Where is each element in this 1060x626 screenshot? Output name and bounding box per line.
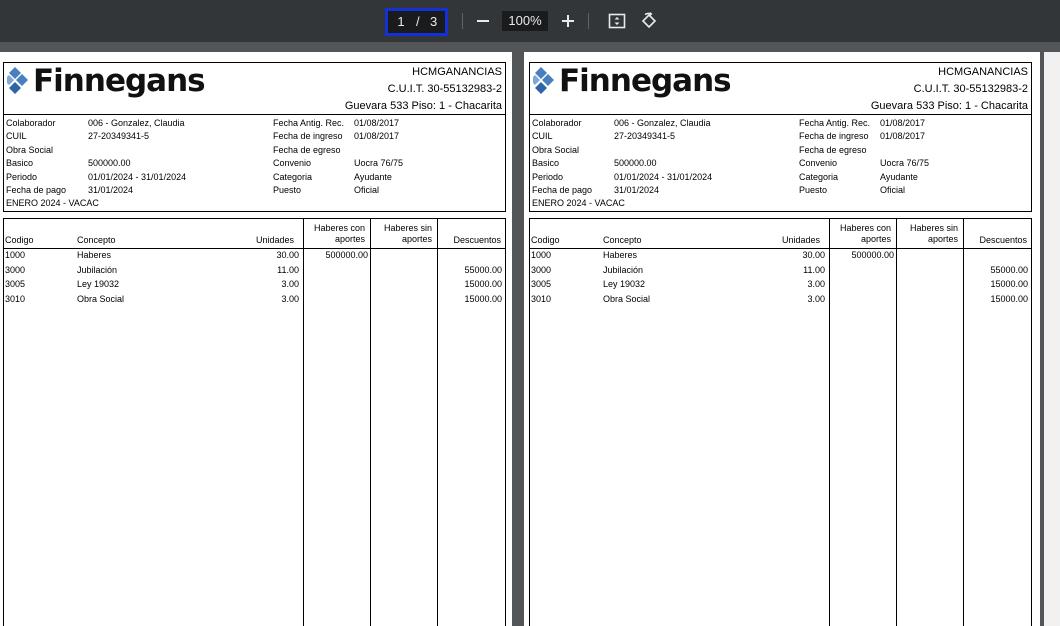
zoom-input[interactable]: 100% xyxy=(502,11,548,31)
rotate-button[interactable] xyxy=(637,9,661,33)
company-cuit: C.U.I.T. 30-55132983-2 xyxy=(387,83,502,95)
puesto-label: Puesto xyxy=(273,185,302,195)
fecha-ingreso-label: Fecha de ingreso xyxy=(799,131,869,141)
row-codigo: 3010 xyxy=(5,293,26,304)
row-descuentos: 55000.00 xyxy=(464,264,502,275)
row-unidades: 3.00 xyxy=(281,279,299,290)
fecha-ingreso-value: 01/08/2017 xyxy=(880,131,926,141)
col-header-codigo: Codigo xyxy=(531,235,560,245)
row-haberes-con-aportes: 500000.00 xyxy=(325,250,368,260)
plus-icon xyxy=(561,14,575,28)
cuil-label: CUIL xyxy=(6,131,27,141)
row-codigo: 1000 xyxy=(5,250,26,260)
row-descuentos: 15000.00 xyxy=(464,279,502,290)
row-unidades: 3.00 xyxy=(807,293,825,304)
row-descuentos: 15000.00 xyxy=(990,279,1028,290)
puesto-value: Oficial xyxy=(354,185,380,195)
convenio-value: Uocra 76/75 xyxy=(354,158,404,168)
row-descuentos: 55000.00 xyxy=(990,264,1028,275)
col-header-unidades: Unidades xyxy=(781,235,820,245)
categoria-label: Categoria xyxy=(273,172,313,182)
categoria-value: Ayudante xyxy=(354,172,392,182)
row-haberes-con-aportes: 500000.00 xyxy=(851,250,894,260)
categoria-value: Ayudante xyxy=(880,172,918,182)
column-divider xyxy=(370,219,371,626)
pdf-toolbar xyxy=(0,0,1060,42)
logo-text: Finnegans xyxy=(33,63,205,99)
row-concepto: Haberes xyxy=(77,250,112,260)
row-descuentos: 15000.00 xyxy=(464,293,502,304)
col-header-sin-aportes-1: Haberes sin xyxy=(383,223,432,233)
basico-value: 500000.00 xyxy=(614,158,657,168)
concepts-table xyxy=(529,218,1032,626)
logo-text: Finnegans xyxy=(559,63,731,99)
colaborador-label: Colaborador xyxy=(6,118,56,128)
pdf-page-left xyxy=(0,52,512,626)
col-header-con-aportes-1: Haberes con xyxy=(839,223,891,233)
row-unidades: 3.00 xyxy=(281,293,299,304)
puesto-label: Puesto xyxy=(799,185,828,195)
fecha-antig-value: 01/08/2017 xyxy=(880,118,926,128)
row-codigo: 3000 xyxy=(5,264,26,275)
toolbar-divider xyxy=(588,13,589,29)
col-header-codigo: Codigo xyxy=(5,235,34,245)
cuil-label: CUIL xyxy=(532,131,553,141)
column-divider xyxy=(437,219,438,626)
fecha-ingreso-value: 01/08/2017 xyxy=(354,131,400,141)
company-cuit: C.U.I.T. 30-55132983-2 xyxy=(913,83,1028,95)
row-concepto: Ley 19032 xyxy=(77,279,120,290)
cuil-value: 27-20349341-5 xyxy=(88,131,150,141)
colaborador-label: Colaborador xyxy=(532,118,582,128)
fecha-ingreso-label: Fecha de ingreso xyxy=(273,131,343,141)
convenio-label: Convenio xyxy=(799,158,838,168)
col-header-concepto: Concepto xyxy=(603,235,642,245)
rotate-icon xyxy=(640,12,658,30)
row-concepto: Jubilación xyxy=(603,264,644,275)
col-header-con-aportes-1: Haberes con xyxy=(313,223,365,233)
fecha-antig-label: Fecha Antig. Rec. xyxy=(273,118,345,128)
convenio-label: Convenio xyxy=(273,158,312,168)
colaborador-value: 006 - Gonzalez, Claudia xyxy=(88,118,185,128)
column-divider xyxy=(303,219,304,626)
fecha-pago-value: 31/01/2024 xyxy=(614,185,660,195)
fecha-pago-label: Fecha de pago xyxy=(532,185,593,195)
col-header-sin-aportes-1: Haberes sin xyxy=(909,223,958,233)
company-address: Guevara 533 Piso: 1 - Chacarita xyxy=(344,100,502,112)
header-rule xyxy=(4,248,505,249)
employee-info xyxy=(529,114,1032,212)
fecha-egreso-label: Fecha de egreso xyxy=(273,145,341,155)
fecha-pago-value: 31/01/2024 xyxy=(88,185,134,195)
page-separator: / xyxy=(416,14,420,29)
pdf-page-right xyxy=(524,52,1040,626)
zoom-out-button[interactable] xyxy=(471,9,495,33)
row-concepto: Jubilación xyxy=(77,264,118,275)
fit-page-icon xyxy=(608,12,626,30)
obra-social-label: Obra Social xyxy=(532,145,580,155)
puesto-value: Oficial xyxy=(880,185,906,195)
fecha-antig-value: 01/08/2017 xyxy=(354,118,400,128)
col-header-concepto: Concepto xyxy=(77,235,116,245)
finnegans-logo-icon xyxy=(7,67,31,95)
row-codigo: 3005 xyxy=(531,279,552,290)
row-codigo: 3005 xyxy=(5,279,26,290)
company-address: Guevara 533 Piso: 1 - Chacarita xyxy=(870,100,1028,112)
row-codigo: 3000 xyxy=(531,264,552,275)
col-header-sin-aportes-2: aportes xyxy=(927,234,958,244)
basico-label: Basico xyxy=(6,158,34,168)
company-header xyxy=(529,62,1032,115)
convenio-value: Uocra 76/75 xyxy=(880,158,930,168)
company-logo xyxy=(533,63,731,99)
column-divider xyxy=(963,219,964,626)
page-number-input[interactable]: 1 xyxy=(389,11,413,32)
row-unidades: 11.00 xyxy=(803,264,825,275)
liquidacion-label: ENERO 2024 - VACAC xyxy=(532,198,625,208)
toolbar-divider xyxy=(462,13,463,29)
periodo-value: 01/01/2024 - 31/01/2024 xyxy=(88,172,187,182)
fecha-egreso-label: Fecha de egreso xyxy=(799,145,867,155)
cuil-value: 27-20349341-5 xyxy=(614,131,676,141)
column-divider xyxy=(829,219,830,626)
fecha-pago-label: Fecha de pago xyxy=(6,185,67,195)
row-concepto: Obra Social xyxy=(603,293,651,304)
row-concepto: Obra Social xyxy=(77,293,125,304)
col-header-con-aportes-2: aportes xyxy=(334,234,365,244)
row-unidades: 30.00 xyxy=(276,250,299,260)
categoria-label: Categoria xyxy=(799,172,839,182)
col-header-con-aportes-2: aportes xyxy=(860,234,891,244)
periodo-label: Periodo xyxy=(532,172,564,182)
company-logo xyxy=(7,63,205,99)
row-codigo: 1000 xyxy=(531,250,552,260)
row-concepto: Haberes xyxy=(603,250,638,260)
company-header xyxy=(3,62,506,115)
scrollbar[interactable] xyxy=(1044,52,1060,626)
row-unidades: 11.00 xyxy=(277,264,299,275)
col-header-sin-aportes-2: aportes xyxy=(401,234,432,244)
periodo-label: Periodo xyxy=(6,172,38,182)
basico-value: 500000.00 xyxy=(88,158,131,168)
finnegans-logo-icon xyxy=(533,67,557,95)
concepts-table xyxy=(3,218,506,626)
liquidacion-label: ENERO 2024 - VACAC xyxy=(6,198,99,208)
fecha-antig-label: Fecha Antig. Rec. xyxy=(799,118,871,128)
row-unidades: 30.00 xyxy=(802,250,825,260)
header-rule xyxy=(530,248,1031,249)
col-header-unidades: Unidades xyxy=(255,235,294,245)
fit-page-button[interactable] xyxy=(605,9,629,33)
colaborador-value: 006 - Gonzalez, Claudia xyxy=(614,118,711,128)
zoom-in-button[interactable] xyxy=(556,9,580,33)
row-concepto: Ley 19032 xyxy=(603,279,646,290)
employee-info xyxy=(3,114,506,212)
col-header-descuentos: Descuentos xyxy=(979,235,1027,245)
company-name: HCMGANANCIAS xyxy=(412,66,502,78)
row-unidades: 3.00 xyxy=(807,279,825,290)
row-descuentos: 15000.00 xyxy=(990,293,1028,304)
periodo-value: 01/01/2024 - 31/01/2024 xyxy=(614,172,713,182)
basico-label: Basico xyxy=(532,158,560,168)
row-codigo: 3010 xyxy=(531,293,552,304)
col-header-descuentos: Descuentos xyxy=(453,235,501,245)
obra-social-label: Obra Social xyxy=(6,145,54,155)
page-total: 3 xyxy=(430,14,438,29)
minus-icon xyxy=(476,14,490,28)
column-divider xyxy=(896,219,897,626)
company-name: HCMGANANCIAS xyxy=(938,66,1028,78)
